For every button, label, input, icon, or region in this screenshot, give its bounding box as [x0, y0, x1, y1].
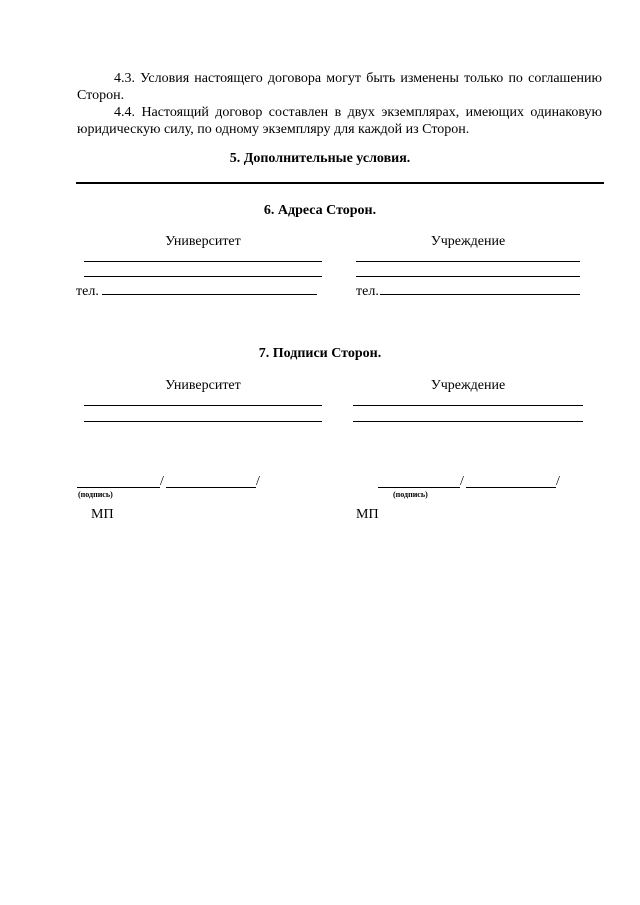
signature-university-line-1[interactable]	[84, 405, 322, 406]
address-institution-title: Учреждение	[430, 234, 506, 249]
phone-line-left[interactable]	[102, 294, 317, 295]
signature-line-left-2[interactable]	[166, 487, 256, 488]
address-university-title: Университет	[165, 234, 241, 249]
phone-label-left: тел.	[76, 284, 99, 299]
signature-university-line-2[interactable]	[84, 421, 322, 422]
section-divider	[76, 182, 604, 184]
signature-institution-line-1[interactable]	[353, 405, 583, 406]
phone-line-right[interactable]	[380, 294, 580, 295]
signature-slash-left-1: /	[160, 474, 164, 489]
address-university-line-2[interactable]	[84, 276, 322, 277]
section-6-heading: 6. Адреса Сторон.	[263, 203, 377, 218]
section-5-heading: 5. Дополнительные условия.	[229, 151, 411, 166]
signature-caption-left: (подпись)	[78, 490, 113, 499]
stamp-label-right: МП	[356, 507, 379, 522]
signature-caption-right: (подпись)	[393, 490, 428, 499]
signature-slash-left-2: /	[256, 474, 260, 489]
stamp-label-left: МП	[91, 507, 114, 522]
clause-4-3: 4.3. Условия настоящего договора могут быть изменены только по соглашению Сторон.	[77, 71, 602, 103]
signature-university-title: Университет	[165, 378, 241, 393]
address-institution-line-1[interactable]	[356, 261, 580, 262]
clause-4-4: 4.4. Настоящий договор составлен в двух экземплярах, имеющих одинаковую юридическую силу, по одному экземпляру для каждой из Сторон.	[77, 105, 602, 137]
signature-line-left-1[interactable]	[77, 487, 160, 488]
signature-slash-right-1: /	[460, 474, 464, 489]
signature-institution-title: Учреждение	[430, 378, 506, 393]
signature-line-right-1[interactable]	[378, 487, 460, 488]
phone-label-right: тел.	[356, 284, 379, 299]
signature-line-right-2[interactable]	[466, 487, 556, 488]
signature-institution-line-2[interactable]	[353, 421, 583, 422]
section-7-heading: 7. Подписи Сторон.	[258, 346, 382, 361]
signature-slash-right-2: /	[556, 474, 560, 489]
address-institution-line-2[interactable]	[356, 276, 580, 277]
address-university-line-1[interactable]	[84, 261, 322, 262]
